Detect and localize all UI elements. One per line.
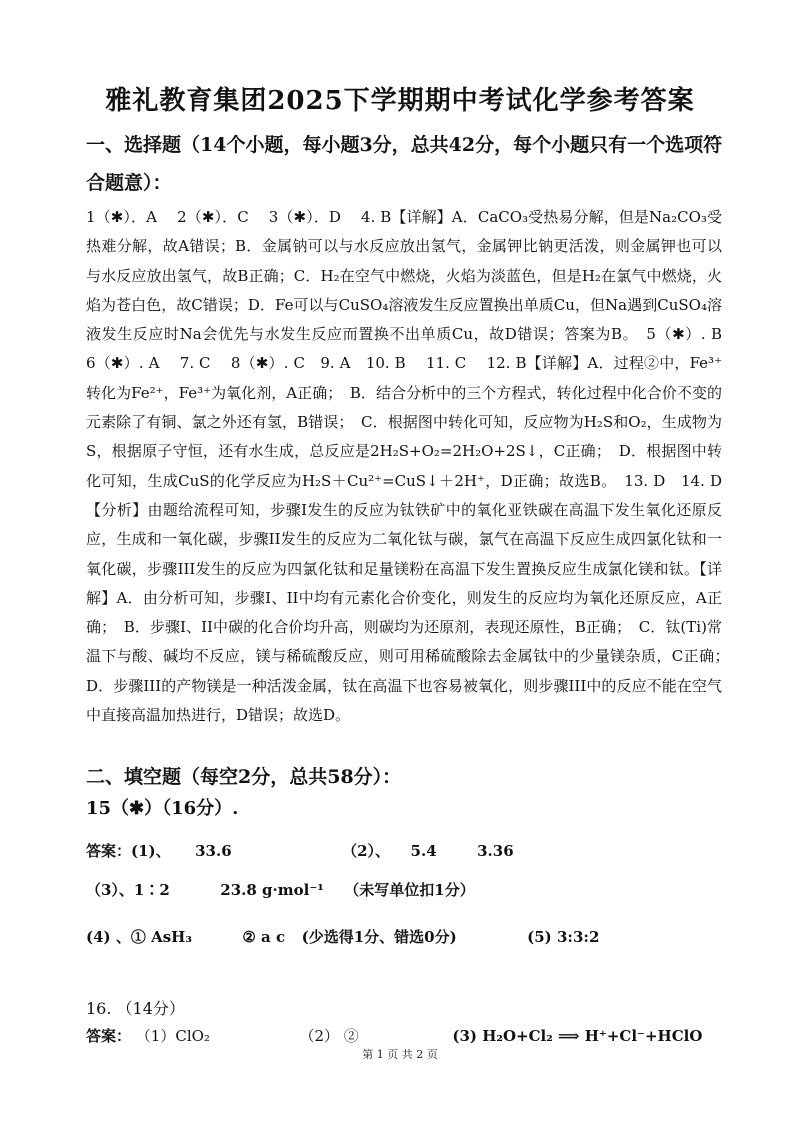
answer-16-1: （1）ClO₂	[135, 1027, 210, 1045]
section-fill-in-heading: 二、填空题（每空2分，总共58分）：	[86, 766, 402, 788]
answer-16-3: (3) H₂O+Cl₂ ⟹ H⁺+Cl⁻+HClO	[452, 1027, 703, 1045]
question-15-answer-line-1	[86, 840, 514, 861]
answer-3b: 23.8 g·mol⁻¹	[220, 881, 324, 899]
page-footer: 第 1 页 共 2 页	[362, 1048, 438, 1061]
answer-16-2: （2） ②	[299, 1027, 359, 1045]
answer-3-note: （未写单位扣1分）	[344, 881, 475, 899]
answer-2b: 3.36	[477, 842, 514, 860]
answer-prefix: 答案：	[86, 1027, 132, 1045]
question-15-answer-line-3	[86, 926, 599, 947]
section-multiple-choice-heading: 一、选择题（14个小题，每小题3分，总共42分，每个小题只有一个选项符合题意）：	[86, 134, 723, 194]
answer-prefix: 答案：(1)、	[86, 842, 171, 860]
question-16-label: 16. （14分）	[86, 999, 185, 1018]
page-title: 雅礼教育集团2025下学期期中考试化学参考答案	[105, 86, 695, 116]
question-15-answer-line-2	[86, 879, 475, 900]
answer-5: (5) 3:3:2	[527, 928, 600, 946]
answer-4-note: (少选得1分、错选0分)	[301, 928, 457, 946]
question-15-label: 15（✱）（16分）.	[86, 798, 239, 819]
question-16-answer-line	[86, 1025, 702, 1046]
answer-2a: 5.4	[410, 842, 437, 860]
answer-2-label: （2）、	[342, 842, 391, 860]
answer-4a: (4) 、① AsH₃	[86, 928, 192, 946]
answer-3a: （3）、1∶2	[86, 881, 170, 899]
answer-4b: ② a c	[242, 928, 286, 946]
multiple-choice-answers: 1（✱）．A 2（✱）．C 3（✱）．D 4. B【详解】A．CaCO₃受热易分解，但是Na₂CO₃受热难分解，故A错误；B．金属钠可以与水反应放出氢气，金属钾比钠更活泼，则金属钾也可以与水反应放出氢气，故B正确；C．H₂在空气中燃烧，火焰为淡蓝色，但是H₂在氯气中燃烧，火焰为苍白色，故C错误；D．Fe可以与CuSO₄溶液发生反应置换出单质Cu，但Na遇到CuSO₄溶液发生反应时Na会优先与水发生反应而置换不出单质Cu，故D错误；答案为B。 5（✱）. B 6（✱）. A 7. C 8（✱）. C 9. A 10. B 11. C 12. B【详解】A．过程②中，Fe³⁺转化为Fe²⁺，Fe³⁺为氧化剂，A正确； B．结合分析中的三个方程式，转化过程中化合价不变的元素除了有铜、氯之外还有氢，B错误； C．根据图中转化可知，反应物为H₂S和O₂，生成物为S，根据原子守恒，还有水生成，总反应是2H₂S+O₂=2H₂O+2S↓，C正确； D．根据图中转化可知，生成CuS的化学反应为H₂S＋Cu²⁺=CuS↓＋2H⁺，D正确；故选B。 13. D 14. D【分析】由题给流程可知，步骤I发生的反应为钛铁矿中的氧化亚铁碳在高温下发生氧化还原反应，生成和一氧化碳，步骤II发生的反应为二氧化钛与碳，氯气在高温下反应生成四氯化钛和一氧化碳，步骤III发生的反应为四氯化钛和足量镁粉在高温下发生置换反应生成氯化镁和钛。【详解】A．由分析可知，步骤I、II中均有元素化合价变化，则发生的反应均为氧化还原反应，A正确； B．步骤I、II中碳的化合价均升高，则碳均为还原剂，表现还原性，B正确； C．钛(Ti)常温下与酸、碱均不反应，镁与稀硫酸反应，则可用稀硫酸除去金属钛中的少量镁杂质，C正确； D．步骤III的产物镁是一种活泼金属，钛在高温下也容易被氧化，则步骤III中的反应不能在空气中直接高温加热进行，D错误；故选D。	[86, 208, 742, 725]
answer-1: 33.6	[195, 842, 232, 860]
